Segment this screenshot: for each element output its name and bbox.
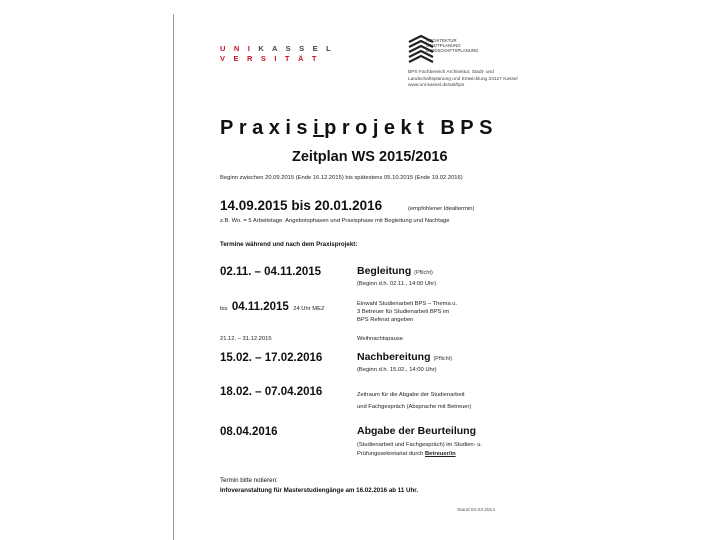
schedule-heading: Abgabe der Beurteilung	[357, 425, 477, 437]
address-line: Landschaftsplanung und Entwicklung 34127 Kassel	[408, 76, 518, 82]
schedule-note-line: und Fachgespräch (Absprache mit Betreuer)	[357, 404, 472, 410]
document-subtitle: Zeitplan WS 2015/2016	[292, 149, 448, 165]
main-period-note: (empfohlener Idealtermin)	[408, 206, 475, 212]
university-wordmark-line2: V E R S I T Ä T	[220, 54, 320, 63]
schedule-note-block	[357, 441, 482, 459]
schedule-heading: Begleitung (Pflicht)	[357, 265, 433, 277]
schedule-note: Weihnachtspause	[357, 336, 403, 342]
department-address	[408, 70, 518, 90]
main-period-dates: 14.09.2015 bis 20.01.2016	[220, 198, 383, 213]
document-title: Praxisiprojekt BPS	[220, 117, 498, 139]
schedule-deadline: bis 04.11.2015 24 Uhr MEZ	[220, 301, 325, 313]
address-line: BPS Fachbereich Architektur, Stadt- und	[408, 70, 494, 75]
supervisor-link: Betreuer/in	[425, 451, 456, 457]
schedule-date: 08.04.2016	[220, 426, 278, 438]
schedule-note-line: Einwahl Studienarbeit BPS – Thema u.	[357, 301, 458, 307]
main-period-subnote: z.B. Wo. = 5 Arbeitstage: Angebotsphasen und Praxisphase mit Begleitung und Nachtage	[220, 218, 450, 224]
schedule-note-block	[357, 389, 471, 413]
schedule-date: 18.02. – 07.04.2016	[220, 386, 323, 398]
schedule-note-line: BPS Referat angeben	[357, 317, 414, 323]
period-note: Beginn zwischen 20.09.2015 (Ende 16.12.2015) bis spätestens 05.10.2015 (Ende 19.02.2016)	[220, 175, 463, 181]
schedule-intro-heading: Termine während und nach dem Praxisprojekt:	[220, 241, 358, 248]
schedule-date: 15.02. – 17.02.2016	[220, 352, 323, 364]
address-line: www.uni-kassel.de/asl/bps	[408, 83, 465, 88]
logo-text-line: ARCHITEKTUR	[426, 38, 457, 43]
footer-notice: Termin bitte notieren:	[220, 477, 278, 484]
schedule-note-block	[357, 300, 457, 324]
schedule-note-line: 3 Betreuer für Studienarbeit BPS im	[357, 309, 450, 315]
university-wordmark-line1: U N I K A S S E L	[220, 44, 334, 53]
schedule-note-line: Zeitraum für die Abgabe der Studienarbeit	[357, 392, 465, 398]
document-page	[176, 0, 720, 540]
logo-text	[426, 38, 478, 53]
footer-event: Infoveranstaltung für Masterstudiengänge am 16.02.2016 ab 11 Uhr.	[220, 487, 419, 494]
schedule-heading: Nachbereitung (Pflicht)	[357, 351, 453, 363]
document-reference: Stand 04.03.2014	[457, 508, 495, 513]
schedule-date: 02.11. – 04.11.2015	[220, 266, 322, 278]
schedule-note-line: Prüfungssekretariat durch Betreuer/in	[357, 451, 456, 457]
logo-text-line: LANDSCHAFTSPLANUNG	[426, 48, 479, 53]
logo-text-line: STADTPLANUNG	[426, 43, 461, 48]
schedule-note-line: (Studienarbeit und Fachgespräch) im Studien- u.	[357, 442, 483, 448]
schedule-date-small: 21.12. – 31.12.2015	[220, 336, 272, 342]
left-divider-line	[173, 14, 174, 540]
schedule-note: (Beginn d.h. 15.02., 14:00 Uhr)	[357, 367, 437, 373]
schedule-note: (Beginn d.h. 02.11., 14:00 Uhr)	[357, 281, 437, 287]
